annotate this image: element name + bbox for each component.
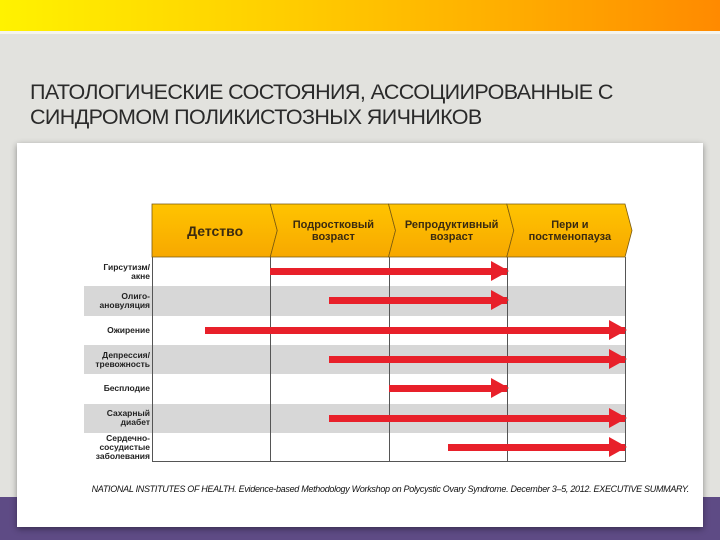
condition-label: Сахарный диабет: [106, 408, 150, 428]
condition-label: Гирсутизм/ акне: [103, 261, 150, 281]
stage-label: Детство: [187, 222, 244, 239]
citation: NATIONAL INSTITUTES OF HEALTH. Evidence-based Methodology Workshop on Polycystic Ovary Syndrome. December 3–5, 2012. EXECUTIVE SUMMARY.: [91, 484, 689, 494]
condition-label: Ожирение: [107, 324, 150, 335]
stage-label: Пери и постменопауза: [528, 218, 612, 243]
condition-label: Депрессия/ тревожность: [95, 349, 150, 369]
condition-label: Бесплодие: [103, 383, 150, 394]
stage-label: Подростковый возраст: [292, 218, 374, 243]
stage-label: Репродуктивный возраст: [404, 218, 499, 243]
slide-title: ПАТОЛОГИЧЕСКИЕ СОСТОЯНИЯ, АССОЦИИРОВАННЫЕ С СИНДРОМОМ ПОЛИКИСТОЗНЫХ ЯИЧНИКОВ: [30, 80, 613, 129]
condition-label: Олиго-ановуляция: [99, 290, 150, 310]
condition-label: Сердечно-сосудистые заболевания: [95, 432, 150, 461]
